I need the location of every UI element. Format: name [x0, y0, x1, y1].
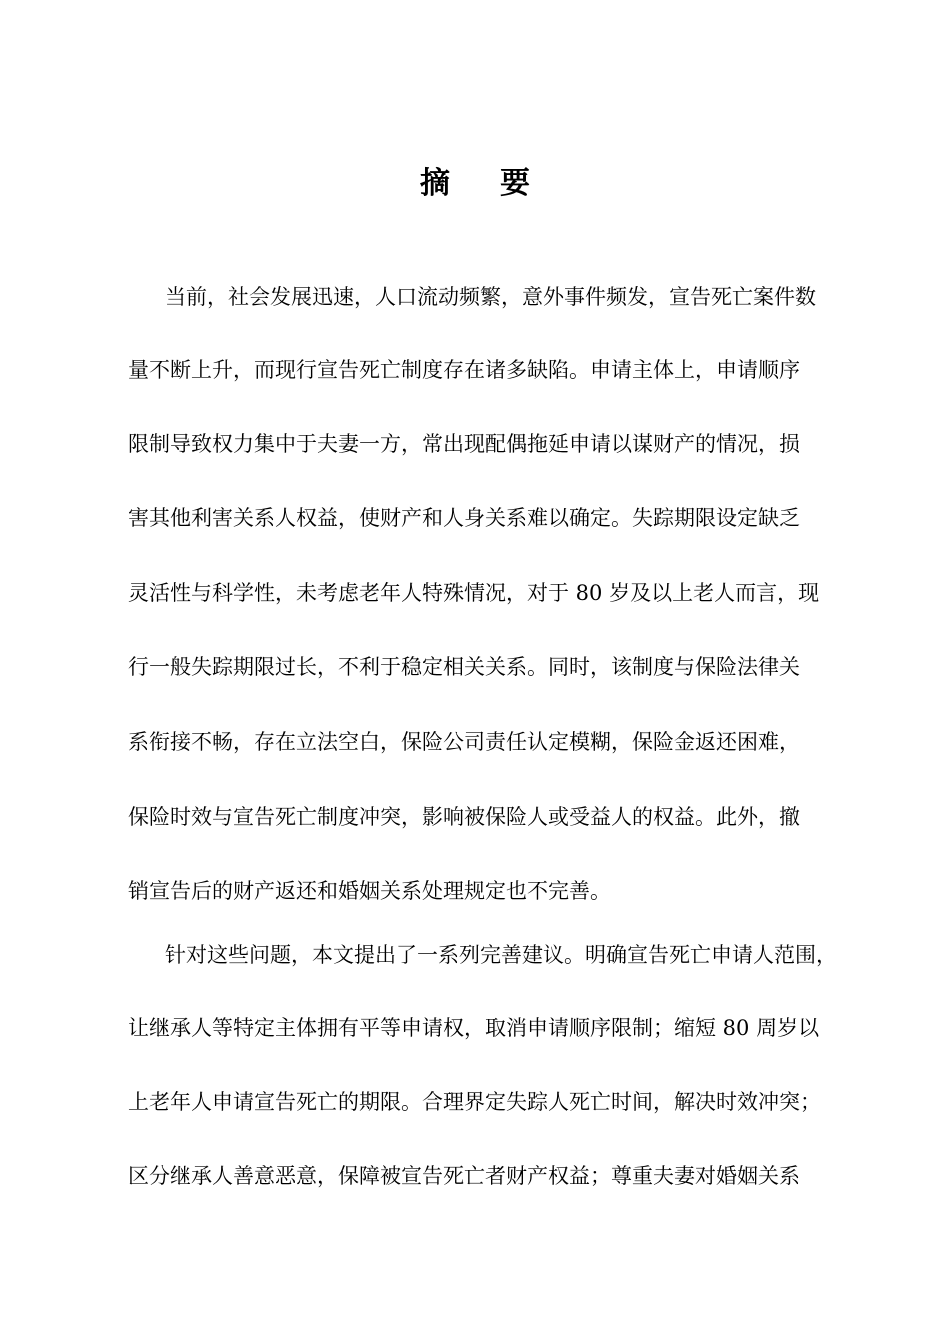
paragraph-1-line-9: 销宣告后的财产返还和婚姻关系处理规定也不完善。: [128, 879, 611, 903]
paragraph-2-line-3: 上老年人申请宣告死亡的期限。合理界定失踪人死亡时间，解决时效冲突；: [128, 1090, 821, 1114]
title-char-2: 要: [500, 166, 530, 201]
paragraph-2-line-1: 针对这些问题，本文提出了一系列完善建议。明确宣告死亡申请人范围，: [165, 943, 837, 967]
paragraph-1-line-1: 当前，社会发展迅速，人口流动频繁，意外事件频发，宣告死亡案件数: [165, 285, 816, 309]
paragraph-1-line-8: 保险时效与宣告死亡制度冲突，影响被保险人或受益人的权益。此外，撤: [128, 805, 800, 829]
paragraph-1-line-7: 系衔接不畅，存在立法空白，保险公司责任认定模糊，保险金返还困难，: [128, 730, 800, 754]
paragraph-2-line-4: 区分继承人善意恶意，保障被宣告死亡者财产权益；尊重夫妻对婚姻关系: [128, 1164, 800, 1188]
paragraph-1-line-2: 量不断上升，而现行宣告死亡制度存在诸多缺陷。申请主体上，申请顺序: [128, 358, 800, 382]
paragraph-1-line-4: 害其他利害关系人权益，使财产和人身关系难以确定。失踪期限设定缺乏: [128, 506, 800, 530]
paragraph-1-line-5: 灵活性与科学性，未考虑老年人特殊情况，对于 80 岁及以上老人而言，现: [128, 581, 820, 605]
page-title: [0, 158, 950, 202]
paragraph-2-line-2: 让继承人等特定主体拥有平等申请权，取消申请顺序限制；缩短 80 周岁以: [128, 1016, 820, 1040]
title-char-1: 摘: [420, 166, 450, 201]
paragraph-1-line-3: 限制导致权力集中于夫妻一方，常出现配偶拖延申请以谋财产的情况，损: [128, 432, 800, 456]
paragraph-1-line-6: 行一般失踪期限过长，不利于稳定相关关系。同时，该制度与保险法律关: [128, 655, 800, 679]
